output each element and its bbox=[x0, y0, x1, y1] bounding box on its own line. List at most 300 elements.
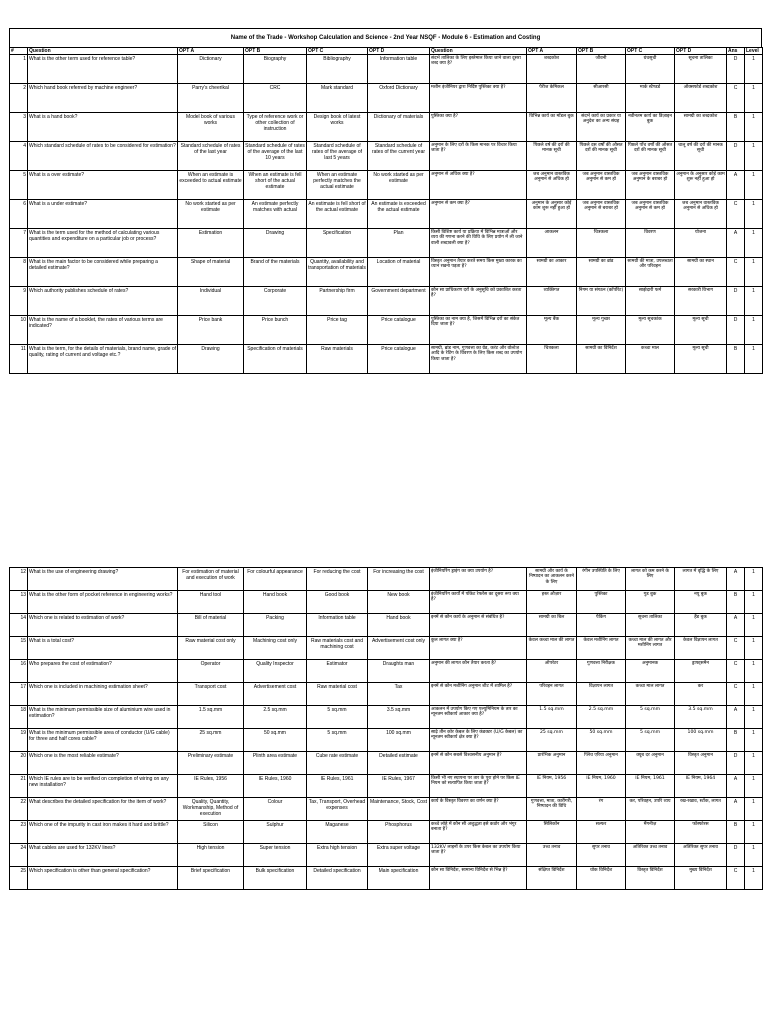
opt-b-en-cell: When an estimate is fell short of the actual estimate bbox=[244, 171, 307, 200]
level-cell: 1 bbox=[745, 55, 763, 84]
opt-d-en-cell: 3.5 sq.mm bbox=[368, 706, 430, 729]
question-hi-cell: अनुमान से अधिक क्या है? bbox=[430, 171, 527, 200]
opt-d-hi-cell: जब अनुमान वास्तविक अनुमान से अधिक हो bbox=[675, 200, 727, 229]
opt-b-en-cell: Biography bbox=[244, 55, 307, 84]
table-row bbox=[10, 258, 763, 287]
opt-d-hi-cell: सामग्री का स्थान bbox=[675, 258, 727, 287]
opt-b-en-cell: 2.5 sq.mm bbox=[244, 706, 307, 729]
opt-a-hi-cell: संक्षिप्त विनिर्देश bbox=[527, 867, 577, 890]
column-header: OPT D bbox=[675, 48, 727, 55]
opt-c-en-cell: For reducing the cost bbox=[307, 568, 368, 591]
question-hi-cell: कच्चे लोहे में कौन सी अशुद्धता इसे कठोर और भंगुर बनाता है? bbox=[430, 821, 527, 844]
question-hi-cell: इनमें से कौन मशीनिंग अनुमान शीट में शामिल है? bbox=[430, 683, 527, 706]
question-hi-cell: किसी भी नए स्थापना पर तार के पूरा होने पर किस IE नियम को सत्यापित किया जाता है? bbox=[430, 775, 527, 798]
table-row bbox=[10, 84, 763, 113]
answer-cell: D bbox=[727, 287, 745, 316]
opt-a-hi-cell: शब्दकोश bbox=[527, 55, 577, 84]
opt-b-en-cell: Drawing bbox=[244, 229, 307, 258]
opt-d-en-cell: Price catalogue bbox=[368, 316, 430, 345]
opt-a-hi-cell: उच्च तनाव bbox=[527, 844, 577, 867]
opt-c-en-cell: Detailed specification bbox=[307, 867, 368, 890]
table-row bbox=[10, 844, 763, 867]
column-header: OPT D bbox=[368, 48, 430, 55]
opt-c-en-cell: 5 sq.mm bbox=[307, 729, 368, 752]
question-hi-cell: कार्य के विस्तृत विवरण का वर्णन क्या है? bbox=[430, 798, 527, 821]
opt-b-hi-cell: संदर्भ कार्य का प्रकार या अनुदेश का अन्य संग्रह bbox=[577, 113, 626, 142]
answer-cell: A bbox=[727, 229, 745, 258]
opt-a-hi-cell: प्रारंभिक अनुमान bbox=[527, 752, 577, 775]
question-number-cell: 4 bbox=[10, 142, 28, 171]
opt-d-hi-cell: नयू बुक bbox=[675, 591, 727, 614]
answer-cell: B bbox=[727, 821, 745, 844]
opt-b-en-cell: Price bunch bbox=[244, 316, 307, 345]
opt-a-en-cell: Individual bbox=[178, 287, 244, 316]
opt-a-en-cell: Bill of material bbox=[178, 614, 244, 637]
opt-a-en-cell: Operator bbox=[178, 660, 244, 683]
opt-d-hi-cell: हैंड बुक bbox=[675, 614, 727, 637]
question-hi-cell: विस्तृत अनुमान तैयार करते समय किस मुख्य कारक का ध्यान रखना पड़ता है? bbox=[430, 258, 527, 287]
opt-b-hi-cell: केवल मशीनिंग लागत bbox=[577, 637, 626, 660]
question-hi-cell: सामग्री, ब्रांड नाम, गुणवत्ता का ग्रेड, करंट और वोल्टेज आदि के रेटिंग के विवरण के लिए किस शब्द का उपयोग किया जाता है? bbox=[430, 345, 527, 374]
question-number-cell: 2 bbox=[10, 84, 28, 113]
opt-d-hi-cell: मुख्य विनिर्देश bbox=[675, 867, 727, 890]
column-header: OPT A bbox=[178, 48, 244, 55]
opt-b-hi-cell: निगम या संगठन (कॉर्पोरेट) bbox=[577, 287, 626, 316]
opt-b-hi-cell: जब अनुमान वास्तविक अनुमान से बराबर हो bbox=[577, 200, 626, 229]
opt-d-hi-cell: 100 sq.mm bbox=[675, 729, 727, 752]
opt-d-en-cell: Extra super voltage bbox=[368, 844, 430, 867]
opt-b-hi-cell: 50 sq.mm bbox=[577, 729, 626, 752]
question-number-cell: 1 bbox=[10, 55, 28, 84]
opt-d-en-cell: New book bbox=[368, 591, 430, 614]
opt-d-hi-cell: कर bbox=[675, 683, 727, 706]
opt-a-en-cell: No work started as per estimate bbox=[178, 200, 244, 229]
opt-a-en-cell: Quality, Quantity, Workmanship, Method of execution bbox=[178, 798, 244, 821]
opt-a-en-cell: Parry's cheerikal bbox=[178, 84, 244, 113]
opt-d-en-cell: Maintenance, Stock, Cost bbox=[368, 798, 430, 821]
opt-b-hi-cell: पुस्तिका bbox=[577, 591, 626, 614]
level-cell: 1 bbox=[745, 142, 763, 171]
answer-cell: B bbox=[727, 729, 745, 752]
opt-c-en-cell: Specification bbox=[307, 229, 368, 258]
opt-c-en-cell: Mark standard bbox=[307, 84, 368, 113]
opt-d-hi-cell: 3.5 sq.mm bbox=[675, 706, 727, 729]
question-en-cell: What is the other term used for reference table? bbox=[28, 55, 178, 84]
opt-a-en-cell: When an estimate is exceeded to actual estimate bbox=[178, 171, 244, 200]
level-cell: 1 bbox=[745, 844, 763, 867]
opt-a-hi-cell: व्यक्तिगत bbox=[527, 287, 577, 316]
header-row bbox=[10, 48, 763, 55]
opt-c-hi-cell: क्यूब दर अनुमान bbox=[626, 752, 675, 775]
question-en-cell: What is the term used for the method of calculating various quantities and expenditure on a particular job or process? bbox=[28, 229, 178, 258]
opt-a-hi-cell: विभिन्न कार्य का मॉडल बुक bbox=[527, 113, 577, 142]
table-row bbox=[10, 775, 763, 798]
question-hi-cell: अनुमान की लागत कौन तैयार करता है? bbox=[430, 660, 527, 683]
opt-d-hi-cell: अनुमान के अनुसार कोई काम शुरू नहीं हुआ हो bbox=[675, 171, 727, 200]
opt-b-hi-cell: मूल्य गुच्छा bbox=[577, 316, 626, 345]
opt-c-en-cell: Estimator bbox=[307, 660, 368, 683]
opt-b-en-cell: CRC bbox=[244, 84, 307, 113]
answer-cell: C bbox=[727, 258, 745, 287]
opt-c-hi-cell: कच्चा माल लागत bbox=[626, 683, 675, 706]
opt-c-en-cell: Raw materials cost and machining cost bbox=[307, 637, 368, 660]
table-row bbox=[10, 798, 763, 821]
opt-b-en-cell: Colour bbox=[244, 798, 307, 821]
table-row bbox=[10, 821, 763, 844]
question-en-cell: What is the name of a booklet, the rates of various terms are indicated? bbox=[28, 316, 178, 345]
opt-b-hi-cell: प्लिंथ एरिया अनुमान bbox=[577, 752, 626, 775]
opt-a-hi-cell: मूल्य बैंक bbox=[527, 316, 577, 345]
table-row bbox=[10, 287, 763, 316]
opt-c-hi-cell: गुड बुक bbox=[626, 591, 675, 614]
table-row bbox=[10, 752, 763, 775]
question-number-cell: 22 bbox=[10, 798, 28, 821]
question-hi-cell: पुस्तिका का नाम क्या है, जिसमें विभिन्न दरों का संकेत दिया जाता है? bbox=[430, 316, 527, 345]
opt-c-en-cell: Quantity, availability and transportation of materials bbox=[307, 258, 368, 287]
opt-d-en-cell: Information table bbox=[368, 55, 430, 84]
question-hi-cell: कौन सा प्राधिकरण दरों के अनुसूचि को प्रकाशित करता है? bbox=[430, 287, 527, 316]
question-hi-cell: इंजीनियरिंग ड्राइंग का क्या उपयोग है? bbox=[430, 568, 527, 591]
question-hi-cell: संदर्भ तालिका के लिए इस्तेमाल किया जाने वाला दूसरा शब्द क्या है? bbox=[430, 55, 527, 84]
opt-d-en-cell: Dictionary of materials bbox=[368, 113, 430, 142]
opt-c-hi-cell: लागत को कम करने के लिए bbox=[626, 568, 675, 591]
question-hi-cell: मशीन इंजीनियर द्वारा निर्दिष्ट पुस्तिका क्या है? bbox=[430, 84, 527, 113]
question-en-cell: What is the other form of pocket reference in engineering works? bbox=[28, 591, 178, 614]
opt-d-en-cell: Location of material bbox=[368, 258, 430, 287]
opt-b-en-cell: Standard schedule of rates of the average of the last 10 years bbox=[244, 142, 307, 171]
opt-b-hi-cell: सुपर तनाव bbox=[577, 844, 626, 867]
opt-a-en-cell: IE Rules, 1956 bbox=[178, 775, 244, 798]
question-hi-cell: इनमें से कौन कार्य के अनुमान से संबंधित है? bbox=[430, 614, 527, 637]
opt-c-hi-cell: नवीनतम कार्य का डिज़ाइन बुक bbox=[626, 113, 675, 142]
level-cell: 1 bbox=[745, 316, 763, 345]
question-hi-cell: इंजीनियरिंग कार्यों में पॉकेट रेफरेंस का दूसरा रूप क्या है? bbox=[430, 591, 527, 614]
question-en-cell: Which one is included in machining estimation sheet? bbox=[28, 683, 178, 706]
opt-a-en-cell: Price bank bbox=[178, 316, 244, 345]
question-number-cell: 3 bbox=[10, 113, 28, 142]
opt-c-hi-cell: जब अनुमान वास्तविक अनुमान से कम हो bbox=[626, 200, 675, 229]
opt-a-hi-cell: गुणवत्ता, मात्रा, कारीगरी, निष्पादन की विधि bbox=[527, 798, 577, 821]
opt-b-hi-cell: सामग्री का विनिर्देश bbox=[577, 345, 626, 374]
opt-c-hi-cell: मार्क स्टैण्डर्ड bbox=[626, 84, 675, 113]
table-row bbox=[10, 229, 763, 258]
opt-b-hi-cell: पैकिंग bbox=[577, 614, 626, 637]
answer-cell: A bbox=[727, 798, 745, 821]
opt-c-en-cell: Partnership firm bbox=[307, 287, 368, 316]
question-en-cell: What is the main factor to be considered while preparing a detailed estimate? bbox=[28, 258, 178, 287]
opt-b-hi-cell: सामग्री का ब्रांड bbox=[577, 258, 626, 287]
opt-a-en-cell: Brief specification bbox=[178, 867, 244, 890]
question-hi-cell: साढ़े तीन कोर केबल के लिए कंडक्टर (U/G केबल) का न्यूनतम स्वीकार्य क्षेत्र क्या है? bbox=[430, 729, 527, 752]
opt-d-en-cell: Hand book bbox=[368, 614, 430, 637]
opt-b-en-cell: Type of reference work or other collection of instruction bbox=[244, 113, 307, 142]
opt-d-en-cell: 100 sq.mm bbox=[368, 729, 430, 752]
question-hi-cell: किसी विशिष्ट कार्य या प्रक्रिया में विभिन्न मात्राओं और व्यय की गणना करने की विधि के लिए प्रयोग में ली जाने वाली शब्दावली क्या है? bbox=[430, 229, 527, 258]
answer-cell: A bbox=[727, 568, 745, 591]
opt-b-en-cell: An estimate perfectly matches with actual bbox=[244, 200, 307, 229]
opt-a-hi-cell: 1.5 sq.mm bbox=[527, 706, 577, 729]
opt-c-en-cell: Good book bbox=[307, 591, 368, 614]
column-header: OPT A bbox=[527, 48, 577, 55]
opt-b-en-cell: Machining cost only bbox=[244, 637, 307, 660]
opt-d-hi-cell: लागत में वृद्धि के लिए bbox=[675, 568, 727, 591]
question-number-cell: 20 bbox=[10, 752, 28, 775]
opt-a-hi-cell: IE नियम, 1956 bbox=[527, 775, 577, 798]
opt-a-hi-cell: सामग्री और कार्य के निष्पादन का आकलन करने के लिए bbox=[527, 568, 577, 591]
level-cell: 1 bbox=[745, 591, 763, 614]
opt-b-en-cell: Packing bbox=[244, 614, 307, 637]
question-en-cell: Which standard schedule of rates to be considered for estimation? bbox=[28, 142, 178, 171]
opt-c-en-cell: Design book of latest works bbox=[307, 113, 368, 142]
opt-c-hi-cell: विस्तृत विनिर्देश bbox=[626, 867, 675, 890]
question-en-cell: Which IE rules are to be verified on completion of wiring on any new installation? bbox=[28, 775, 178, 798]
opt-c-hi-cell: विवरण bbox=[626, 229, 675, 258]
question-en-cell: Which one is the most reliable estimate? bbox=[28, 752, 178, 775]
question-hi-cell: अनुमान के लिए दरों के किस मानक पर विचार किया जाता है? bbox=[430, 142, 527, 171]
opt-d-hi-cell: योजना bbox=[675, 229, 727, 258]
question-en-cell: What is the minimum permissible size of aluminium wire used in estimation? bbox=[28, 706, 178, 729]
level-cell: 1 bbox=[745, 683, 763, 706]
question-number-cell: 14 bbox=[10, 614, 28, 637]
opt-d-en-cell: No work started as per estimate bbox=[368, 171, 430, 200]
opt-d-en-cell: For increasing the cost bbox=[368, 568, 430, 591]
opt-c-en-cell: Information table bbox=[307, 614, 368, 637]
opt-a-en-cell: Dictionary bbox=[178, 55, 244, 84]
answer-cell: B bbox=[727, 591, 745, 614]
answer-cell: D bbox=[727, 844, 745, 867]
answer-cell: C bbox=[727, 200, 745, 229]
opt-b-hi-cell: थोक विनिर्देश bbox=[577, 867, 626, 890]
level-cell: 1 bbox=[745, 821, 763, 844]
opt-d-en-cell: Main specification bbox=[368, 867, 430, 890]
opt-a-hi-cell: सिलिकॉन bbox=[527, 821, 577, 844]
question-number-cell: 7 bbox=[10, 229, 28, 258]
table-row bbox=[10, 706, 763, 729]
question-en-cell: Who prepares the cost of estimation? bbox=[28, 660, 178, 683]
answer-cell: C bbox=[727, 660, 745, 683]
table-row bbox=[10, 142, 763, 171]
question-sheet-page-1 bbox=[9, 28, 762, 374]
table-row bbox=[10, 591, 763, 614]
column-header: Question bbox=[28, 48, 178, 55]
table-row bbox=[10, 614, 763, 637]
opt-a-hi-cell: ऑपरेटर bbox=[527, 660, 577, 683]
level-cell: 1 bbox=[745, 171, 763, 200]
opt-c-hi-cell: 5 sq.mm bbox=[626, 706, 675, 729]
opt-a-en-cell: Silicon bbox=[178, 821, 244, 844]
opt-b-hi-cell: IE नियम, 1960 bbox=[577, 775, 626, 798]
column-header: Level bbox=[745, 48, 763, 55]
opt-d-en-cell: IE Rules, 1967 bbox=[368, 775, 430, 798]
opt-c-hi-cell: ग्रंथसूची bbox=[626, 55, 675, 84]
level-cell: 1 bbox=[745, 258, 763, 287]
answer-cell: D bbox=[727, 316, 745, 345]
opt-a-hi-cell: पैरीज केमिकल bbox=[527, 84, 577, 113]
opt-a-en-cell: Shape of material bbox=[178, 258, 244, 287]
opt-a-hi-cell: चित्रकला bbox=[527, 345, 577, 374]
opt-b-en-cell: Sulphur bbox=[244, 821, 307, 844]
opt-a-en-cell: Preliminary estimate bbox=[178, 752, 244, 775]
question-number-cell: 17 bbox=[10, 683, 28, 706]
opt-c-hi-cell: पिछले पाँच वर्षों की औसत दरों की मानक सूची bbox=[626, 142, 675, 171]
answer-cell: B bbox=[727, 345, 745, 374]
question-en-cell: Which authority publishes schedule of rates? bbox=[28, 287, 178, 316]
column-header: OPT B bbox=[577, 48, 626, 55]
question-en-cell: What is a total cost? bbox=[28, 637, 178, 660]
opt-d-en-cell: Advertisement cost only bbox=[368, 637, 430, 660]
question-hi-cell: कौन सा विनिर्देश, सामान्य विनिर्देश से भिन्न है? bbox=[430, 867, 527, 890]
level-cell: 1 bbox=[745, 660, 763, 683]
opt-d-hi-cell: विस्तृत अनुमान bbox=[675, 752, 727, 775]
question-table bbox=[9, 567, 763, 890]
level-cell: 1 bbox=[745, 345, 763, 374]
question-number-cell: 19 bbox=[10, 729, 28, 752]
opt-c-en-cell: Standard schedule of rates of the average of last 5 years bbox=[307, 142, 368, 171]
table-row bbox=[10, 867, 763, 890]
table-row bbox=[10, 171, 763, 200]
opt-d-hi-cell: ड्राफ्ट्समैन bbox=[675, 660, 727, 683]
opt-a-en-cell: For estimation of material and execution of work bbox=[178, 568, 244, 591]
question-hi-cell: अनुमान से कम क्या है? bbox=[430, 200, 527, 229]
opt-b-hi-cell: विज्ञापन लागत bbox=[577, 683, 626, 706]
opt-c-hi-cell: सूचना तालिका bbox=[626, 614, 675, 637]
opt-c-hi-cell: कच्चा माल की लागत और मशीनिंग लागत bbox=[626, 637, 675, 660]
opt-d-hi-cell: IE नियम, 1964 bbox=[675, 775, 727, 798]
question-hi-cell: 132KV लाइनों के उपर किस केबल का उपयोग किया जाता है? bbox=[430, 844, 527, 867]
question-number-cell: 18 bbox=[10, 706, 28, 729]
answer-cell: C bbox=[727, 84, 745, 113]
opt-c-hi-cell: अनुमानक bbox=[626, 660, 675, 683]
opt-a-en-cell: Drawing bbox=[178, 345, 244, 374]
question-hi-cell: इनमें से कौन सबसे विश्वसनीय अनुमान है? bbox=[430, 752, 527, 775]
opt-d-hi-cell: मूल्य सूची bbox=[675, 345, 727, 374]
answer-cell: A bbox=[727, 775, 745, 798]
opt-d-hi-cell: सरकारी विभाग bbox=[675, 287, 727, 316]
opt-a-hi-cell: आकलन bbox=[527, 229, 577, 258]
opt-c-hi-cell: जब अनुमान वास्तविक अनुमान के बराबर हो bbox=[626, 171, 675, 200]
question-en-cell: What describes the detailed specification for the item of work? bbox=[28, 798, 178, 821]
answer-cell: D bbox=[727, 55, 745, 84]
opt-b-en-cell: Specification of materials bbox=[244, 345, 307, 374]
opt-c-en-cell: IE Rules, 1961 bbox=[307, 775, 368, 798]
level-cell: 1 bbox=[745, 200, 763, 229]
opt-c-hi-cell: IE नियम, 1961 bbox=[626, 775, 675, 798]
opt-a-hi-cell: पिछले वर्ष की दरों की मानक सूची bbox=[527, 142, 577, 171]
level-cell: 1 bbox=[745, 229, 763, 258]
opt-b-hi-cell: चित्रकला bbox=[577, 229, 626, 258]
opt-a-hi-cell: हस्त औज़ार bbox=[527, 591, 577, 614]
sheet-title: Name of the Trade - Workshop Calculation and Science - 2nd Year NSQF - Module 6 - Estimation and Costing bbox=[9, 28, 762, 47]
table-row bbox=[10, 113, 763, 142]
opt-d-hi-cell: मूल्य सूची bbox=[675, 316, 727, 345]
answer-cell: C bbox=[727, 637, 745, 660]
opt-c-en-cell: Tax, Transport, Overhead expenses bbox=[307, 798, 368, 821]
answer-cell: D bbox=[727, 142, 745, 171]
answer-cell: A bbox=[727, 706, 745, 729]
table-body bbox=[10, 55, 763, 374]
question-sheet-page-2 bbox=[9, 567, 762, 890]
level-cell: 1 bbox=[745, 84, 763, 113]
opt-c-hi-cell: साझेदारी फर्म bbox=[626, 287, 675, 316]
question-number-cell: 24 bbox=[10, 844, 28, 867]
opt-b-en-cell: Corporate bbox=[244, 287, 307, 316]
opt-c-hi-cell: 5 sq.mm bbox=[626, 729, 675, 752]
opt-d-en-cell: Standard schedule of rates of the current year bbox=[368, 142, 430, 171]
opt-c-hi-cell: सामग्री की मात्रा, उपलब्धता और परिवहन bbox=[626, 258, 675, 287]
opt-d-en-cell: Price catalogue bbox=[368, 345, 430, 374]
level-cell: 1 bbox=[745, 113, 763, 142]
opt-a-hi-cell: परिवहन लागत bbox=[527, 683, 577, 706]
opt-b-hi-cell: जब अनुमान वास्तविक अनुमान से कम हो bbox=[577, 171, 626, 200]
opt-a-en-cell: Hand tool bbox=[178, 591, 244, 614]
answer-cell: A bbox=[727, 171, 745, 200]
opt-a-en-cell: Standard schedule of rates of the last year bbox=[178, 142, 244, 171]
column-header: Ans bbox=[727, 48, 745, 55]
opt-a-en-cell: 1.5 sq.mm bbox=[178, 706, 244, 729]
opt-c-en-cell: Raw materials bbox=[307, 345, 368, 374]
question-hi-cell: कुल लागत क्या है? bbox=[430, 637, 527, 660]
opt-c-en-cell: Raw material cost bbox=[307, 683, 368, 706]
opt-d-hi-cell: रख-रखाव, स्टॉक, लागत bbox=[675, 798, 727, 821]
opt-b-en-cell: 50 sq.mm bbox=[244, 729, 307, 752]
table-row bbox=[10, 729, 763, 752]
question-number-cell: 12 bbox=[10, 568, 28, 591]
opt-a-hi-cell: जब अनुमान वास्तविक अनुमान से अधिक हो bbox=[527, 171, 577, 200]
level-cell: 1 bbox=[745, 706, 763, 729]
opt-a-en-cell: High tension bbox=[178, 844, 244, 867]
question-en-cell: What is a under estimate? bbox=[28, 200, 178, 229]
opt-d-hi-cell: फॉस्फोरस bbox=[675, 821, 727, 844]
opt-c-hi-cell: कर, परिवहन, उपरि व्यय bbox=[626, 798, 675, 821]
level-cell: 1 bbox=[745, 775, 763, 798]
opt-c-hi-cell: मूल्य सूचकांक bbox=[626, 316, 675, 345]
question-number-cell: 5 bbox=[10, 171, 28, 200]
opt-c-hi-cell: कच्चा माल bbox=[626, 345, 675, 374]
opt-d-en-cell: An estimate is exceeded the actual estimate bbox=[368, 200, 430, 229]
opt-c-hi-cell: मैंगनीज़ bbox=[626, 821, 675, 844]
level-cell: 1 bbox=[745, 729, 763, 752]
opt-c-en-cell: Cube rate estimate bbox=[307, 752, 368, 775]
opt-b-hi-cell: सल्फर bbox=[577, 821, 626, 844]
question-en-cell: What is a hand book? bbox=[28, 113, 178, 142]
opt-b-en-cell: Brand of the materials bbox=[244, 258, 307, 287]
answer-cell: C bbox=[727, 683, 745, 706]
level-cell: 1 bbox=[745, 568, 763, 591]
opt-a-en-cell: Model book of various works bbox=[178, 113, 244, 142]
opt-c-en-cell: Price tag bbox=[307, 316, 368, 345]
question-number-cell: 15 bbox=[10, 637, 28, 660]
question-en-cell: Which one of the impurity in cast iron makes it hard and brittle? bbox=[28, 821, 178, 844]
level-cell: 1 bbox=[745, 637, 763, 660]
question-number-cell: 13 bbox=[10, 591, 28, 614]
opt-c-en-cell: An estimate is fell short of the actual estimate bbox=[307, 200, 368, 229]
opt-b-en-cell: Hand book bbox=[244, 591, 307, 614]
question-en-cell: Which specification is other than general specification? bbox=[28, 867, 178, 890]
question-table bbox=[9, 47, 763, 374]
table-row bbox=[10, 683, 763, 706]
level-cell: 1 bbox=[745, 752, 763, 775]
question-en-cell: What is the use of engineering drawing? bbox=[28, 568, 178, 591]
opt-b-hi-cell: जीवनी bbox=[577, 55, 626, 84]
opt-c-en-cell: Bibliography bbox=[307, 55, 368, 84]
opt-d-hi-cell: ऑक्सफोर्ड शब्दकोश bbox=[675, 84, 727, 113]
opt-b-en-cell: IE Rules, 1960 bbox=[244, 775, 307, 798]
table-row bbox=[10, 55, 763, 84]
opt-d-en-cell: Plan bbox=[368, 229, 430, 258]
opt-d-en-cell: Phosphorus bbox=[368, 821, 430, 844]
table-row bbox=[10, 316, 763, 345]
question-hi-cell: पुस्तिका क्या है? bbox=[430, 113, 527, 142]
